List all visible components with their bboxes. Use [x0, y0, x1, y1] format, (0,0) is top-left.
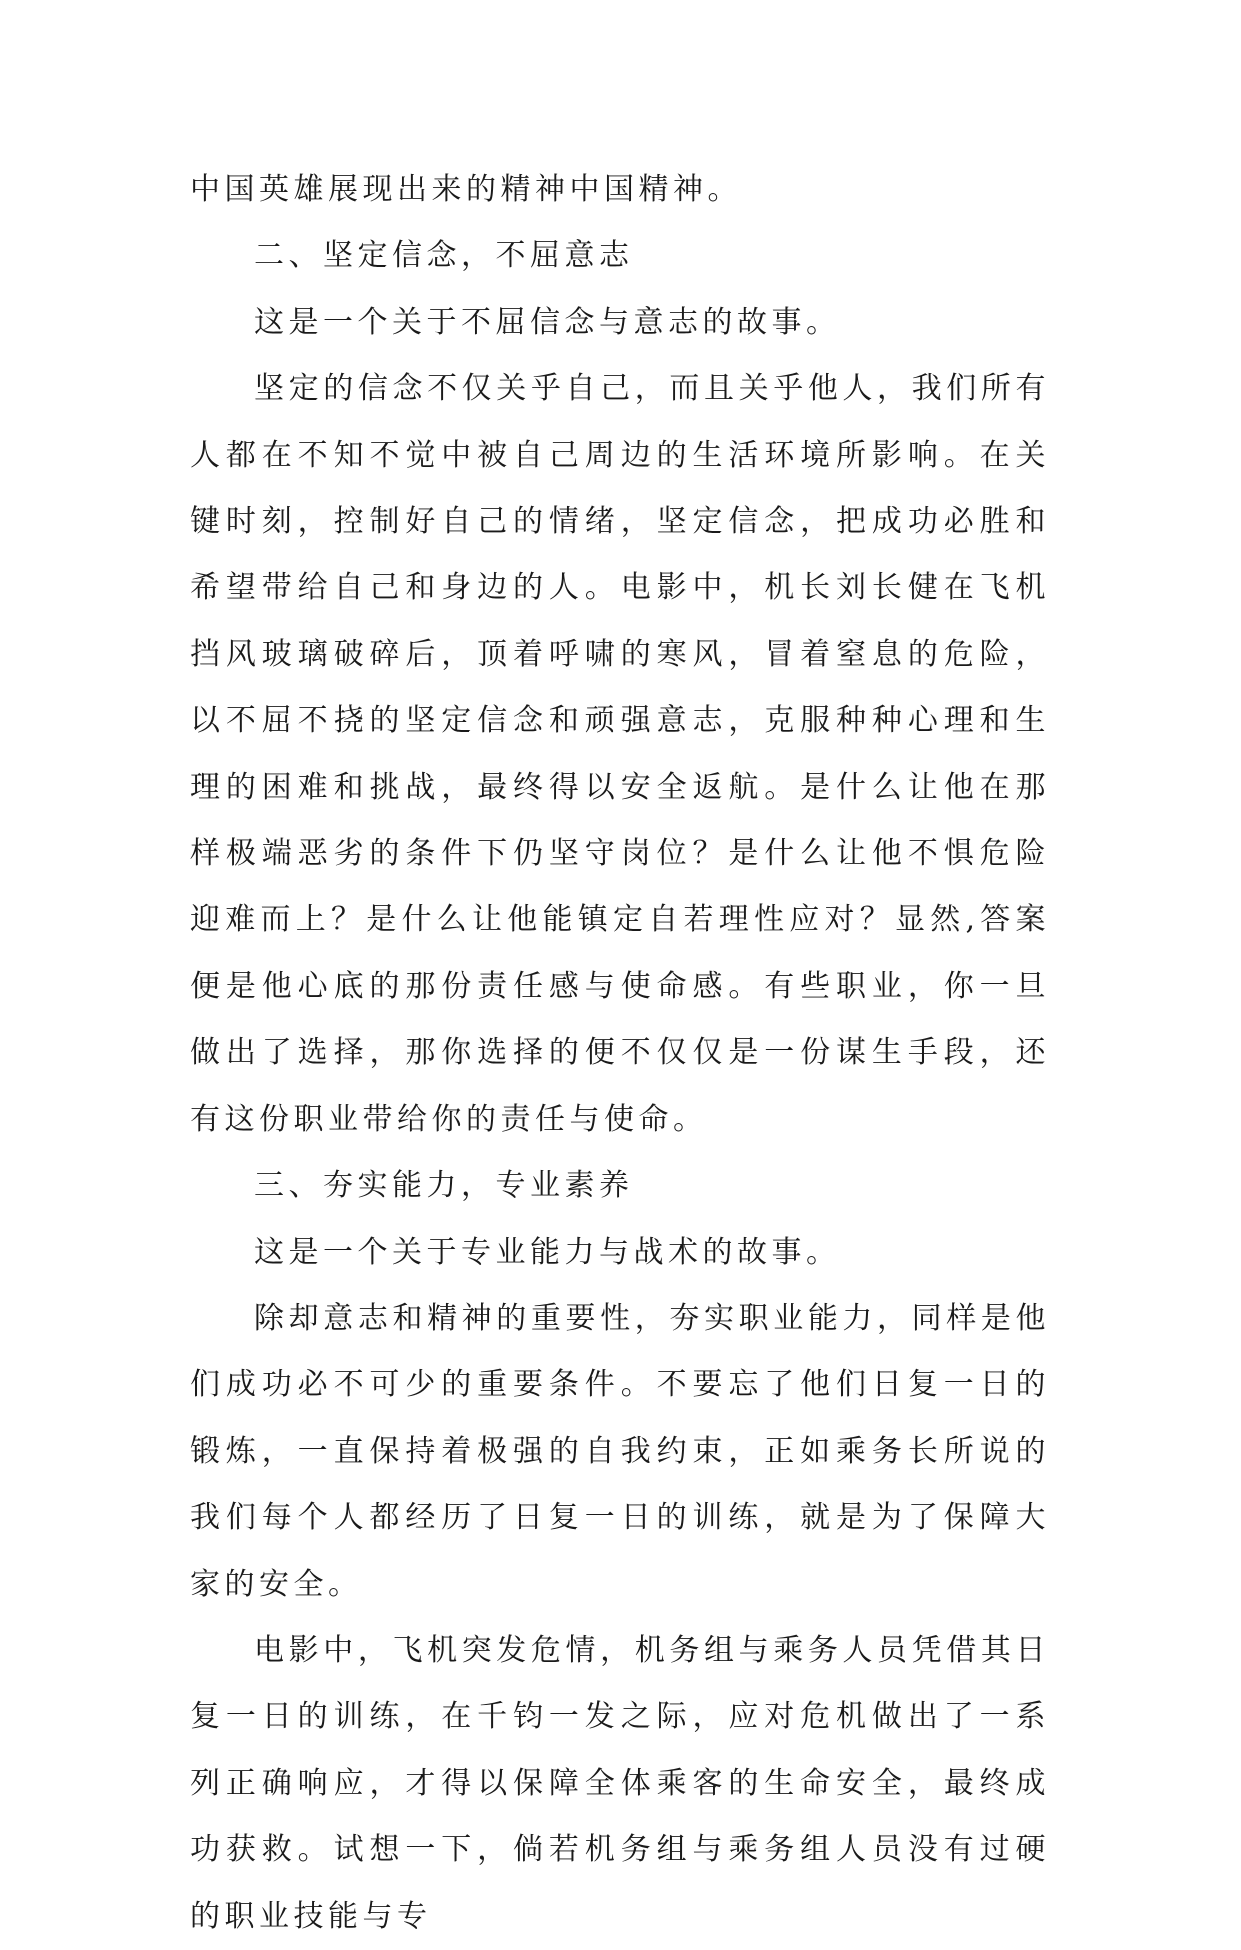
paragraph-continued: 中国英雄展现出来的精神中国精神。 — [190, 172, 742, 207]
paragraph: 这是一个关于专业能力与战术的故事。 — [254, 1234, 841, 1270]
paragraph: 这是一个关于不屈信念与意志的故事。 — [254, 304, 841, 340]
section-heading-3: 三、夯实能力，专业素养 — [254, 1168, 634, 1204]
section-heading-2: 二、坚定信念，不屈意志 — [254, 238, 634, 274]
document-body — [190, 157, 1050, 1950]
paragraph: 除却意志和精神的重要性，夯实职业能力，同样是他们成功必不可少的重要条件。不要忘了他们日复一日的锻炼，一直保持着极强的自我约束，正如乘务长所说的我们每个人都经历了日复一日的训练，就是为了保障大家的安全。 — [190, 1300, 1050, 1602]
paragraph: 电影中，飞机突发危情，机务组与乘务人员凭借其日复一日的训练，在千钧一发之际，应对危机做出了一系列正确响应，才得以保障全体乘客的生命安全，最终成功获救。试想一下，倘若机务组与乘务组人员没有过硬的职业技能与专 — [190, 1632, 1050, 1934]
paragraph: 坚定的信念不仅关乎自己，而且关乎他人，我们所有人都在不知不觉中被自己周边的生活环境所影响。在关键时刻，控制好自己的情绪，坚定信念，把成功必胜和希望带给自己和身边的人。电影中，机长刘长健在飞机挡风玻璃破碎后，顶着呼啸的寒风，冒着窒息的危险，以不屈不挠的坚定信念和顽强意志，克服种种心理和生理的困难和挑战，最终得以安全返航。是什么让他在那样极端恶劣的条件下仍坚守岗位？是什么让他不惧危险迎难而上？是什么让他能镇定自若理性应对？显然,答案便是他心底的那份责任感与使命感。有些职业，你一旦做出了选择，那你选择的便不仅仅是一份谋生手段，还有这份职业带给你的责任与使命。 — [190, 371, 1050, 1137]
